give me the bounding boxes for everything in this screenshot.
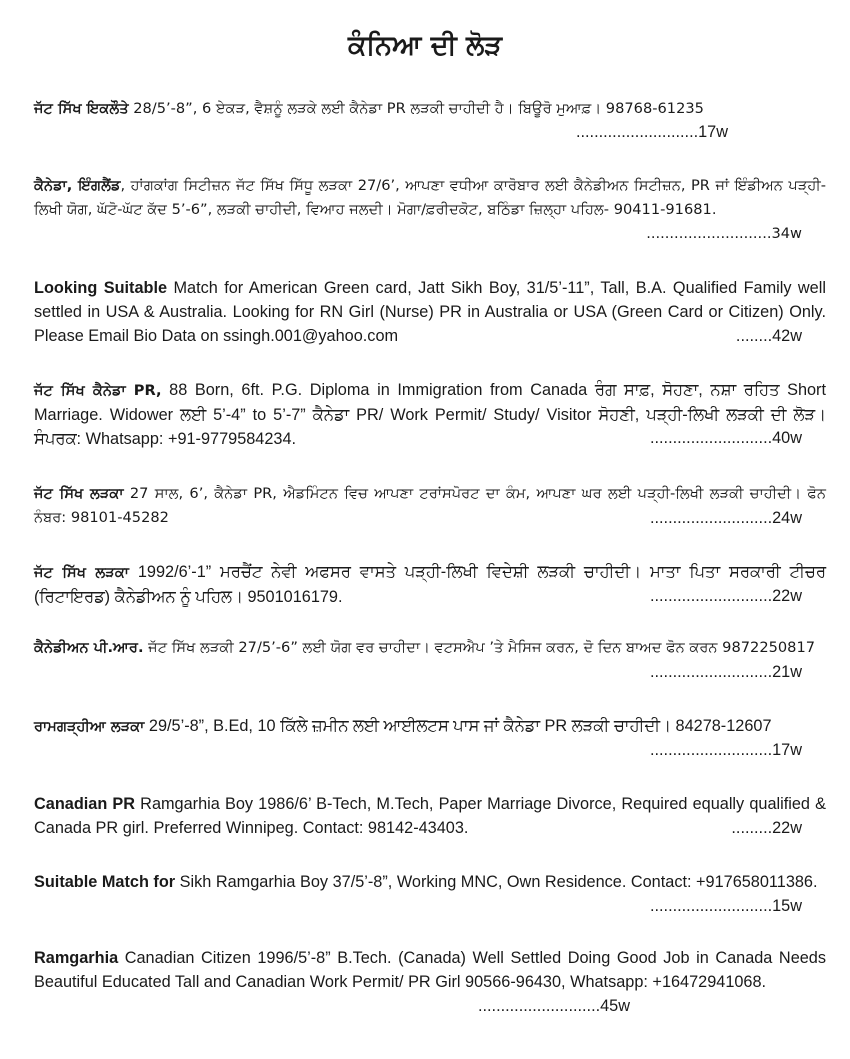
ad-code: .........22w [731,819,802,837]
ad-code: ...........................15w [649,897,802,915]
ad-body: 88 Born, 6ft. P.G. Diploma in Immigration from Canada ਰੰਗ ਸਾਫ਼, ਸੋਹਣਾ, ਨਸ਼ਾ ਰਹਿਤ Short Marriage. Widower ਲਈ 5’-4” to 5’-7” ਕੈਨੇਡਾ PR/ Work Permit/ Study/ Visitor ਸੋਹਣੀ, ਪੜ੍ਹੀ-ਲਿਖੀ ਲੜਕੀ ਦੀ ਲੋੜ। ਸੰਪਰਕ: Whatsapp: +91-9779584234. [34,381,827,448]
ad-heading: Canadian PR [34,795,136,813]
ad-code: ...........................34w [646,225,802,242]
ad-body: ਜੱਟ ਸਿੱਖ ਲੜਕੀ 27/5’-6” ਲਈ ਯੋਗ ਵਰ ਚਾਹੀਦਾ। ਵਟਸਐਪ ’ਤੇ ਮੈਸਿਜ ਕਰਨ, ਦੋ ਦਿਨ ਬਾਅਦ ਫੋਨ ਕਰਨ 9872250817 [143,639,816,656]
ad-code: ........42w [735,327,802,345]
classified-ad [34,378,826,450]
ad-heading: ਕੈਨੇਡੀਅਨ ਪੀ.ਆਰ. [34,639,144,656]
ad-body: Sikh Ramgarhia Boy 37/5’-8”, Working MNC, Own Residence. Contact: +917658011386. [175,873,818,891]
classified-ad [34,870,826,918]
ad-code: ...........................40w [649,429,802,447]
ad-heading: Looking Suitable [34,279,168,297]
ad-body: Canadian Citizen 1996/5’-8” B.Tech. (Canada) Well Settled Doing Good Job in Canada Needs Beautiful Educated Tall and Canadian Work Permit/ PR Girl 90566-96430, Whatsapp: +16472941068. [34,949,826,991]
classified-ad [34,792,826,840]
classified-ad [34,560,826,608]
ad-code: ...........................21w [649,663,802,681]
ad-body: 27 ਸਾਲ, 6’, ਕੈਨੇਡਾ PR, ਐਡਮਿੰਟਨ ਵਿਚ ਆਪਣਾ ਟਰਾਂਸਪੋਰਟ ਦਾ ਕੰਮ, ਆਪਣਾ ਘਰ ਲਈ ਪੜ੍ਹੀ-ਲਿਖੀ ਲੜਕੀ ਚਾਹੀਦੀ। ਫੋਨ ਨੰਬਰ: 98101-45282 [34,485,826,526]
ad-code: ...........................17w [649,741,802,759]
ad-code: ...........................17w [575,123,728,141]
ad-body: 28/5’-8”, 6 ਏਕੜ, ਵੈਸ਼ਨੂੰ ਲੜਕੇ ਲਈ ਕੈਨੇਡਾ PR ਲੜਕੀ ਚਾਹੀਦੀ ਹੈ। ਬਿਊਰੋ ਮੁਆਫ਼। 98768-61235 [128,100,704,117]
classified-ad [34,714,826,762]
classified-ad [34,174,826,246]
ad-heading: ਜੱਟ ਸਿੱਖ ਇਕਲੌਤੇ [34,100,129,117]
ad-heading: ਜੱਟ ਸਿੱਖ ਕੈਨੇਡਾ PR, [34,382,162,399]
classified-ad [34,276,826,348]
ad-body: Ramgarhia Boy 1986/6’ B-Tech, M.Tech, Paper Marriage Divorce, Required equally qualified & Canada PR girl. Preferred Winnipeg. Contact: 98142-43403. [34,795,826,837]
ad-body: , ਹਾਂਗਕਾਂਗ ਸਿਟੀਜ਼ਨ ਜੱਟ ਸਿੱਖ ਸਿੱਧੂ ਲੜਕਾ 27/6’, ਆਪਣਾ ਵਧੀਆ ਕਾਰੋਬਾਰ ਲਈ ਕੈਨੇਡੀਅਨ ਸਿਟੀਜ਼ਨ, PR ਜਾਂ ਇੰਡੀਅਨ ਪੜ੍ਹੀ-ਲਿਖੀ ਯੋਗ, ਘੱਟੋ-ਘੱਟ ਕੱਦ 5’-6”, ਲੜਕੀ ਚਾਹੀਦੀ, ਵਿਆਹ ਜਲਦੀ। ਮੋਗਾ/ਫ਼ਰੀਦਕੋਟ, ਬਠਿੰਡਾ ਜ਼ਿਲ੍ਹਾ ਪਹਿਲ- 90411-91681. [34,177,826,218]
classified-ad [34,636,826,684]
ad-body: 1992/6’-1” ਮਰਚੈਂਟ ਨੇਵੀ ਅਫਸਰ ਵਾਸਤੇ ਪੜ੍ਹੀ-ਲਿਖੀ ਵਿਦੇਸ਼ੀ ਲੜਕੀ ਚਾਹੀਦੀ। ਮਾਤਾ ਪਿਤਾ ਸਰਕਾਰੀ ਟੀਚਰ (ਰਿਟਾਇਰਡ) ਕੈਨੇਡੀਅਨ ਨੂੰ ਪਹਿਲ। 9501016179. [34,563,826,606]
ad-code: ...........................45w [477,997,630,1015]
ad-body: 29/5’-8”, B.Ed, 10 ਕਿੱਲੇ ਜ਼ਮੀਨ ਲਈ ਆਈਲਟਸ ਪਾਸ ਜਾਂ ਕੈਨੇਡਾ PR ਲੜਕੀ ਚਾਹੀਦੀ। 84278-12607 [144,717,772,735]
ad-heading: Suitable Match for [34,873,176,891]
ad-code: ...........................22w [649,587,802,605]
page-title: ਕੰਨਿਆ ਦੀ ਲੋੜ [347,30,503,61]
ad-code: ...........................24w [649,509,802,527]
ad-heading: ਕੈਨੇਡਾ, ਇੰਗਲੈਂਡ [34,177,121,194]
classified-ad [34,96,826,144]
classified-ad [34,946,826,1018]
ad-body: Match for American Green card, Jatt Sikh Boy, 31/5’-11”, Tall, B.A. Qualified Family well settled in USA & Australia. Looking for RN Girl (Nurse) PR in Australia or USA (Green Card or Citizen) Only. Please Email Bio Data on ssingh.001@yahoo.com [34,279,826,345]
classified-ad [34,482,826,530]
ad-heading: ਜੱਟ ਸਿੱਖ ਲੜਕਾ [34,564,129,581]
ad-heading: Ramgarhia [34,949,119,967]
ad-heading: ਰਾਮਗੜ੍ਹੀਆ ਲੜਕਾ [34,718,145,735]
ad-heading: ਜੱਟ ਸਿੱਖ ਲੜਕਾ [34,485,124,502]
